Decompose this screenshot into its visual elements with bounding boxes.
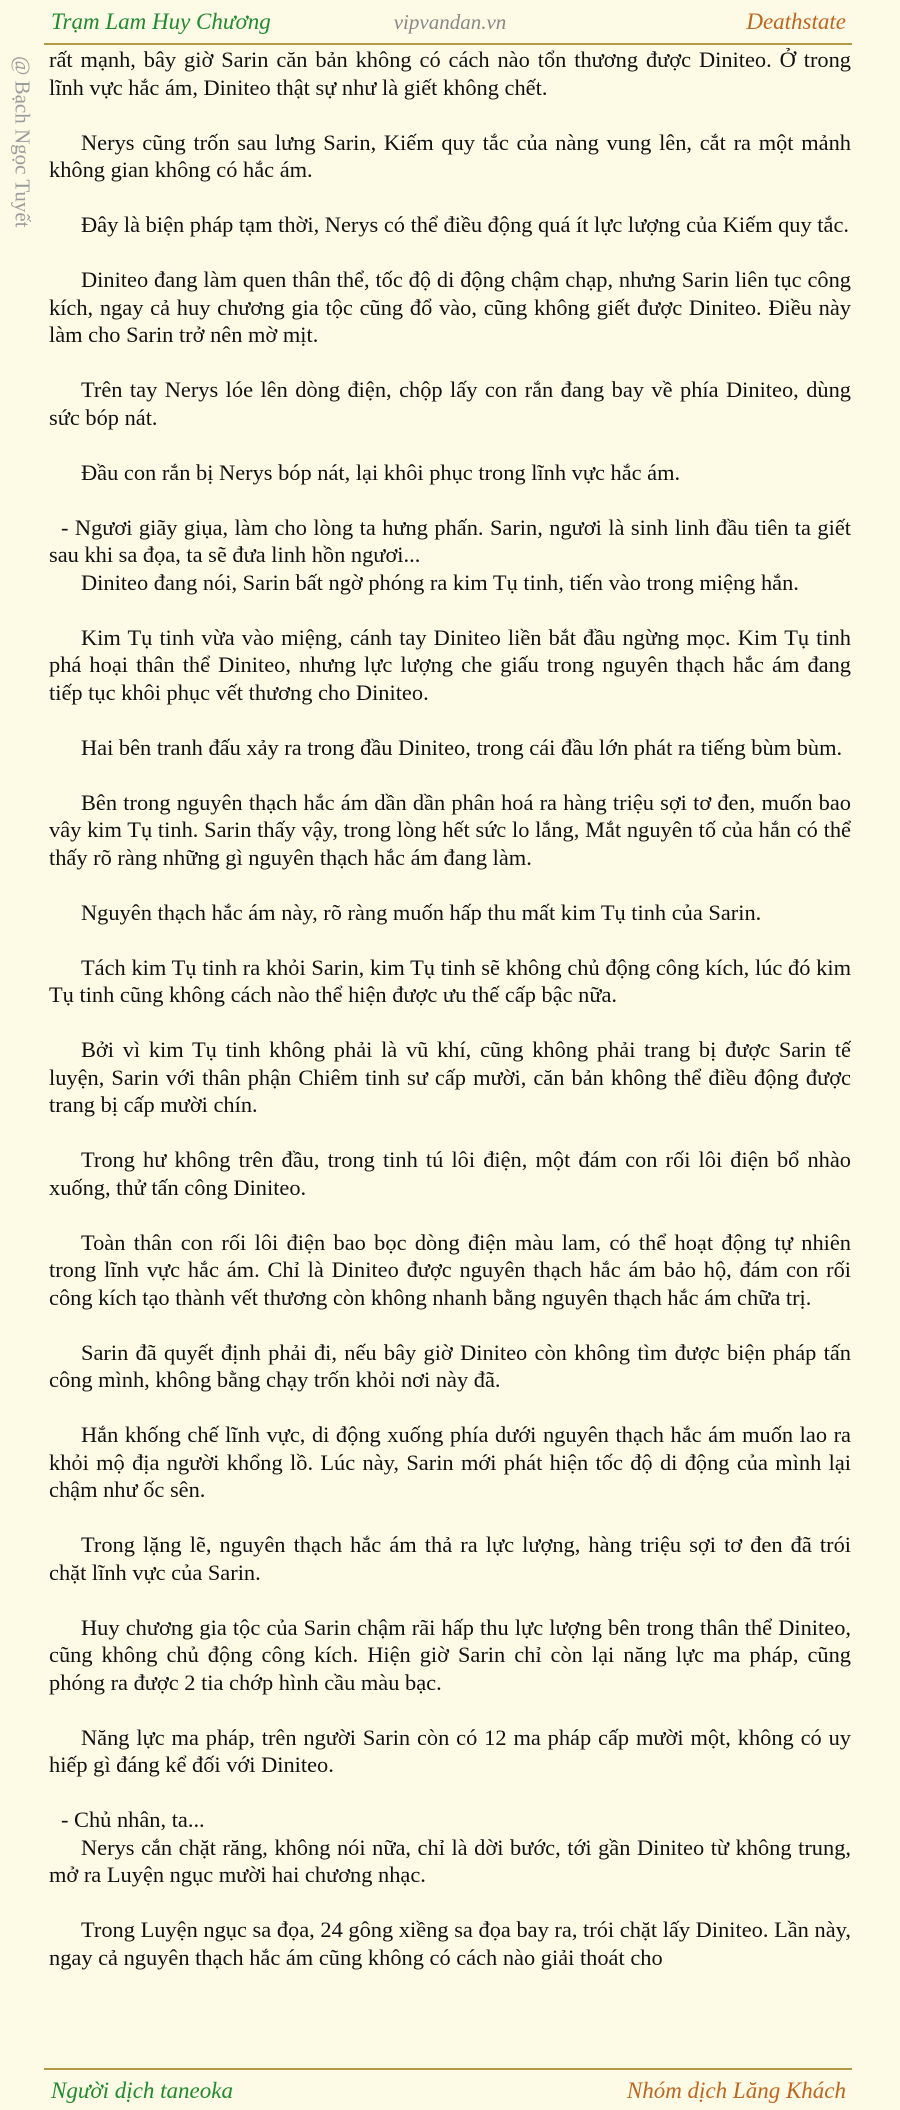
watermark-text: @ Bạch Ngọc Tuyết: [10, 56, 35, 228]
footer-translator: Người dịch taneoka: [51, 2078, 233, 2103]
header-divider: [44, 43, 852, 45]
paragraph: Bởi vì kim Tụ tinh không phải là vũ khí, cũng không phải trang bị được Sarin tế luyện, Sarin với thân phận Chiêm tinh sư cấp mười, căn bản không thể điều động được trang bị cấp mười chín.: [49, 1037, 851, 1117]
paragraph: Trên tay Nerys lóe lên dòng điện, chộp lấy con rắn đang bay về phía Diniteo, dùng sức bóp nát.: [49, 377, 851, 430]
dialogue-line: - Chủ nhân, ta...: [61, 1807, 205, 1832]
paragraph: Diniteo đang nói, Sarin bất ngờ phóng ra kim Tụ tinh, tiến vào trong miệng hắn.: [81, 569, 799, 595]
dialogue-line: - Ngươi giãy giụa, làm cho lòng ta hưng phấn. Sarin, ngươi là sinh linh đầu tiên ta giết sau khi sa đọa, ta sẽ đưa linh hồn ngươi...: [49, 514, 851, 567]
paragraph: Trong lặng lẽ, nguyên thạch hắc ám thả ra lực lượng, hàng triệu sợi tơ đen đã trói chặt lĩnh vực của Sarin.: [49, 1532, 851, 1585]
side-watermark: [0, 0, 44, 2110]
paragraph: Nguyên thạch hắc ám này, rõ ràng muốn hấp thu mất kim Tụ tinh của Sarin.: [81, 899, 762, 925]
paragraph: Đây là biện pháp tạm thời, Nerys có thể điều động quá ít lực lượng của Kiếm quy tắc.: [81, 212, 849, 237]
paragraph: Hai bên tranh đấu xảy ra trong đầu Diniteo, trong cái đầu lớn phát ra tiếng bùm bùm.: [81, 734, 843, 760]
paragraph: Hắn khống chế lĩnh vực, di động xuống phía dưới nguyên thạch hắc ám muốn lao ra khỏi mộ địa người khổng lồ. Lúc này, Sarin mới phát hiện tốc độ di động của mình lại chậm như ốc sên.: [49, 1422, 851, 1502]
paragraph: Năng lực ma pháp, trên người Sarin còn có 12 ma pháp cấp mười một, không có uy hiếp gì đáng kể đối với Diniteo.: [49, 1724, 851, 1777]
paragraph: Nerys cắn chặt răng, không nói nữa, chỉ là dời bước, tới gần Diniteo từ không trung, mở ra Luyện ngục mười hai chương nhạc.: [49, 1834, 851, 1887]
paragraph: Đầu con rắn bị Nerys bóp nát, lại khôi phục trong lĩnh vực hắc ám.: [81, 459, 681, 485]
page-header: [0, 0, 900, 46]
paragraph: Tách kim Tụ tinh ra khỏi Sarin, kim Tụ tinh sẽ không chủ động công kích, lúc đó kim Tụ tinh cũng không cách nào thể hiện được ưu thế cấp bậc nữa.: [49, 954, 851, 1007]
paragraph: Huy chương gia tộc của Sarin chậm rãi hấp thu lực lượng bên trong thân thể Diniteo, cũng không chủ động công kích. Hiện giờ Sarin chỉ còn lại năng lực ma pháp, cũng phóng ra được 2 tia chớp hình cầu màu bạc.: [49, 1614, 851, 1695]
paragraph: Trong Luyện ngục sa đọa, 24 gông xiềng sa đọa bay ra, trói chặt lấy Diniteo. Lần này, ngay cả nguyên thạch hắc ám cũng không có cách nào giải thoát cho: [49, 1917, 851, 1970]
paragraph: Sarin đã quyết định phải đi, nếu bây giờ Diniteo còn không tìm được biện pháp tấn công mình, không bằng chạy trốn khỏi nơi này đã.: [49, 1339, 851, 1392]
page-footer: [0, 2072, 900, 2110]
paragraph: Bên trong nguyên thạch hắc ám dần dần phân hoá ra hàng triệu sợi tơ đen, muốn bao vây kim Tụ tinh. Sarin thấy vậy, trong lòng hết sức lo lắng, Mắt nguyên tố của hắn có thể thấy rõ ràng những gì nguyên thạch hắc ám đang làm.: [49, 789, 851, 870]
paragraph: Kim Tụ tinh vừa vào miệng, cánh tay Diniteo liền bắt đầu ngừng mọc. Kim Tụ tinh phá hoại thân thể Diniteo, nhưng lực lượng che giấu trong nguyên thạch hắc ám đang tiếp tục khôi phục vết thương cho Diniteo.: [49, 624, 851, 705]
paragraph: Nerys cũng trốn sau lưng Sarin, Kiếm quy tắc của nàng vung lên, cắt ra một mảnh không gian không có hắc ám.: [49, 129, 851, 182]
header-book-title: Deathstate: [746, 9, 846, 34]
page-body: [49, 46, 851, 2066]
footer-divider: [44, 2068, 852, 2070]
paragraph: Trong hư không trên đầu, trong tinh tú lôi điện, một đám con rối lôi điện bổ nhào xuống, thử tấn công Diniteo.: [49, 1147, 851, 1200]
header-website: vipvandan.vn: [393, 10, 507, 34]
header-site-name: Trạm Lam Huy Chương: [51, 9, 271, 34]
paragraph: rất mạnh, bây giờ Sarin căn bản không có cách nào tổn thương được Diniteo. Ở trong lĩnh vực hắc ám, Diniteo thật sự như là giết không chết.: [49, 47, 851, 100]
paragraph: Toàn thân con rối lôi điện bao bọc dòng điện màu lam, có thể hoạt động tự nhiên trong lĩnh vực hắc ám. Chỉ là Diniteo được nguyên thạch hắc ám bảo hộ, đám con rối công kích tạo thành vết thương còn không nhanh bằng nguyên thạch hắc ám chữa trị.: [49, 1229, 851, 1310]
footer-group: Nhóm dịch Lăng Khách: [626, 2078, 846, 2103]
paragraph: Diniteo đang làm quen thân thể, tốc độ di động chậm chạp, nhưng Sarin liên tục công kích, ngay cả huy chương gia tộc cũng đổ vào, cũng không giết được Diniteo. Điều này làm cho Sarin trở nên mờ mịt.: [49, 267, 851, 347]
